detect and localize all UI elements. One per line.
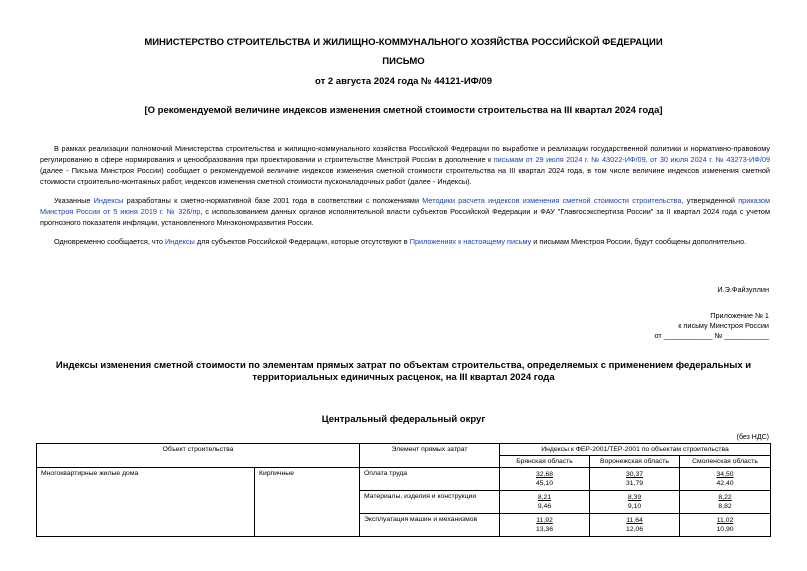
paragraph-2 (40, 195, 770, 228)
table-row (37, 468, 771, 491)
index-value: 13,36 (536, 526, 554, 533)
value-cell (680, 468, 771, 491)
header-region: Брянская область (500, 456, 590, 468)
text: разработаны к сметно-нормативной базе 2001 года в соответствии с положениями (123, 196, 423, 205)
indices-link[interactable]: Индексы (93, 196, 124, 205)
index-value: 45,10 (536, 480, 554, 487)
header-region: Смоленская область (680, 456, 771, 468)
annex-reference: к письму Минстроя России (678, 321, 769, 330)
value-cell (590, 468, 680, 491)
index-value: 31,79 (626, 480, 644, 487)
value-cell (590, 491, 680, 514)
document-type: ПИСЬМО (382, 56, 425, 67)
index-value: 34,50 (716, 471, 734, 478)
paragraph-3 (40, 236, 770, 247)
header-indices: Индексы к ФЕР-2001/ТЕР-2001 по объектам строительства (500, 444, 771, 456)
text: для субъектов Российской Федерации, которые отсутствуют в (194, 237, 410, 246)
indices-table (36, 443, 771, 537)
index-value: 8,82 (718, 503, 732, 510)
object-name: Многоквартирные жилые дома (37, 468, 255, 537)
value-cell (680, 491, 771, 514)
text: Указанные (54, 196, 94, 205)
index-value: 12,06 (626, 526, 644, 533)
text: , с использованием данных органов исполнительной власти субъектов Российской Федерации и ФАУ "Главгосэкспертиза России" за II квартал 2024 года с учетом прогнозного показателя инфляции, установленного Минэкономразвития России. (40, 207, 770, 227)
header-element: Элемент прямых затрат (360, 444, 500, 468)
index-value: 10,90 (716, 526, 734, 533)
value-cell (500, 514, 590, 537)
table-header-row (37, 444, 771, 456)
indices-link[interactable]: Индексы (165, 237, 195, 246)
letters-link[interactable]: письмам от 29 июля 2024 г. № 43022-ИФ/09, от 30 июля 2024 г. № 43273-ИФ/09 (493, 155, 770, 164)
text: (далее - Письма Минстроя России) сообщает о рекомендуемой величине индексов изменения сметной стоимости строительства на III квартал 2024 года, в том числе величине индексов изменения сметной стоимости строительно-монтажных работ, индексов изменения сметной стоимости пусконаладочных работ (далее - Индексы). (40, 166, 770, 186)
index-value: 30,37 (626, 471, 644, 478)
ministry-heading: МИНИСТЕРСТВО СТРОИТЕЛЬСТВА И ЖИЛИЩНО-КОММУНАЛЬНОГО ХОЗЯЙСТВА РОССИЙСКОЙ ФЕДЕРАЦИИ (144, 37, 663, 48)
document-date-number: от 2 августа 2024 года № 44121-ИФ/09 (315, 76, 492, 87)
appendices-link[interactable]: Приложениях к настоящему письму (409, 237, 532, 246)
value-cell (500, 491, 590, 514)
index-value: 8,39 (627, 494, 642, 501)
index-value: 9,46 (537, 503, 552, 510)
paragraph-1 (40, 143, 770, 187)
index-value: 11,02 (716, 517, 734, 524)
document-subject: [О рекомендуемой величине индексов изменения сметной стоимости строительства на III квартал 2024 года] (144, 105, 663, 116)
text: Одновременно сообщается, что (54, 237, 166, 246)
annex-date-number: от ____________ № ___________ (654, 331, 769, 340)
index-value: 9,10 (627, 503, 642, 510)
signature: И.Э.Файзуллин (717, 285, 769, 294)
text: и письмам Минстроя России, будут сообщены дополнительно. (531, 237, 747, 246)
methodology-link[interactable]: Методики расчета индексов изменения сметной стоимости строительства (422, 196, 682, 205)
annex-number: Приложение № 1 (710, 311, 769, 320)
index-value: 11,64 (626, 517, 643, 524)
object-type: Кирпичные (255, 468, 360, 537)
element-name: Эксплуатация машин и механизмов (360, 514, 500, 537)
index-value: 8,21 (537, 494, 552, 501)
index-value: 32,68 (536, 471, 554, 478)
index-value: 11,92 (536, 517, 553, 524)
vat-note: (без НДС) (736, 434, 769, 441)
order-link[interactable]: приказом Минстроя России от 5 июня 2019 г. № 326/пр (40, 196, 770, 216)
header-object: Объект строительства (37, 444, 360, 468)
federal-district: Центральный федеральный округ (321, 414, 486, 425)
index-value: 8,22 (718, 494, 732, 501)
value-cell (590, 514, 680, 537)
element-name: Материалы, изделия и конструкции (360, 491, 500, 514)
value-cell (500, 468, 590, 491)
text: , утвержденной (681, 196, 739, 205)
text: В рамках реализации полномочий Министерства строительства и жилищно-коммунального хозяйства Российской Федерации по выработке и реализации государственной политики и нормативно-правовому регулированию в сфере нормирования и ценообразования при проектировании и строительстве Минстрой России в дополнение к (40, 144, 770, 164)
index-value: 42,40 (716, 480, 734, 487)
element-name: Оплата труда (360, 468, 500, 491)
annex-title: Индексы изменения сметной стоимости по элементам прямых затрат по объектам строительства, определяемых с применением федеральных и территориальных единичных расценок, на III квартал 2024 года (55, 360, 752, 383)
header-region: Воронежская область (590, 456, 680, 468)
value-cell (680, 514, 771, 537)
